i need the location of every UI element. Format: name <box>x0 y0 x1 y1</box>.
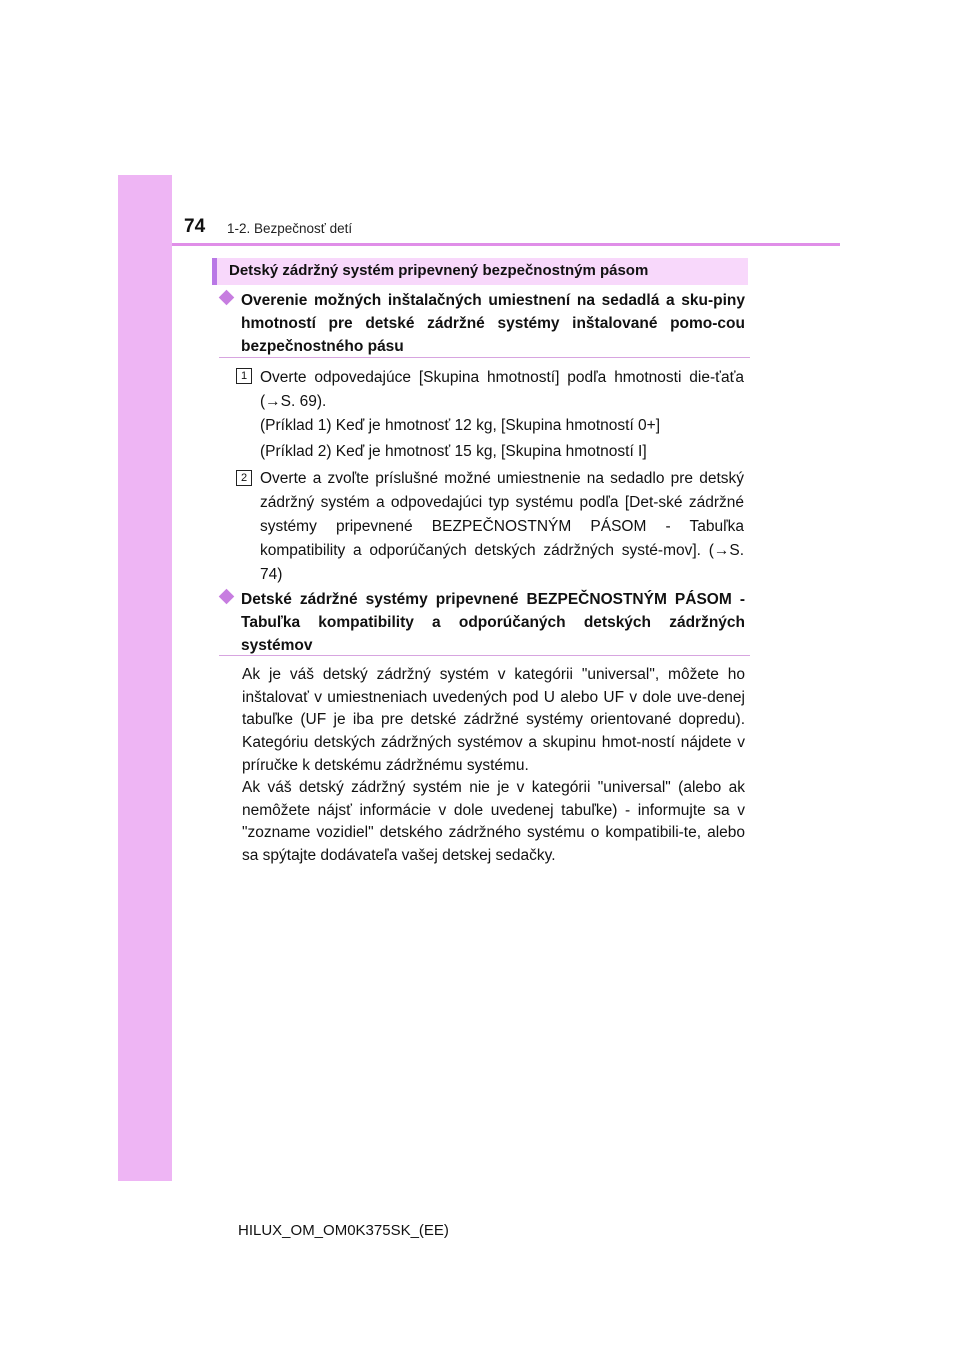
example-2: (Príklad 2) Keď je hmotnosť 15 kg, [Skupina hmotností I] <box>260 443 647 460</box>
document-code: HILUX_OM_OM0K375SK_(EE) <box>238 1222 449 1239</box>
step-text-2: Overte a zvoľte príslušné možné umiestnenie na sedadlo pre detský zádržný systém a odpovedajúci typ systému podľa [Det-ské zádržné systémy pripevnené BEZPEČNOSTNÝM PÁSOM - Tabuľka kompatibility a odporúčaných detských zádržných systé-mov]. (→S. 74) <box>260 470 744 583</box>
page-number: 74 <box>184 216 206 237</box>
diamond-bullet-icon <box>219 290 235 306</box>
subsection-rule-2 <box>219 655 750 656</box>
subsection-heading-1 <box>219 289 745 358</box>
example-1: (Príklad 1) Keď je hmotnosť 12 kg, [Skupina hmotností 0+] <box>260 417 661 434</box>
subsection-heading-2-text: Detské zádržné systémy pripevnené BEZPEČNOSTNÝM PÁSOM - Tabuľka kompatibility a odporúčaných detských zádržných systémov <box>241 591 745 654</box>
header-rule <box>172 243 840 246</box>
diamond-bullet-icon <box>219 589 235 605</box>
subsection-heading-1-text: Overenie možných inštalačných umiestnení na sedadlá a sku-piny hmotností pre detské zádržné systémy inštalované pomo-cou bezpečnostného pásu <box>241 292 745 355</box>
paragraph-1: Ak je váš detský zádržný systém v kategórii "universal", môžete ho inštalovať v umiestneniach uvedených pod U alebo UF v dole uve-denej tabuľke (UF je iba pre detské zádržné systémy orientované dopredu). Kategóriu detských zádržných systémov a skupinu hmot-ností nájdete v príručke k detskému zádržnému systému. <box>242 666 745 774</box>
section-title: Detský zádržný systém pripevnený bezpečnostným pásom <box>229 262 649 279</box>
section-title-box <box>212 258 748 285</box>
step-number-2: 2 <box>236 470 252 486</box>
paragraph-2: Ak váš detský zádržný systém nie je v kategórii "universal" (alebo ak nemôžete nájsť informácie v dole uvedenej tabuľke) - informujte sa v "zozname vozidiel" detského zádržného systému o kompatibili-te, alebo sa spýtajte dodávateľa vašej detskej sedačky. <box>242 779 745 865</box>
subsection-rule-1 <box>219 357 750 358</box>
subsection-heading-2 <box>219 588 745 657</box>
step-number-1: 1 <box>236 368 252 384</box>
sidebar-tab <box>118 175 172 1181</box>
chapter-title: 1-2. Bezpečnosť detí <box>227 221 353 236</box>
step-text-1: Overte odpovedajúce [Skupina hmotností] podľa hmotnosti die-ťaťa (→S. 69). <box>260 369 744 410</box>
